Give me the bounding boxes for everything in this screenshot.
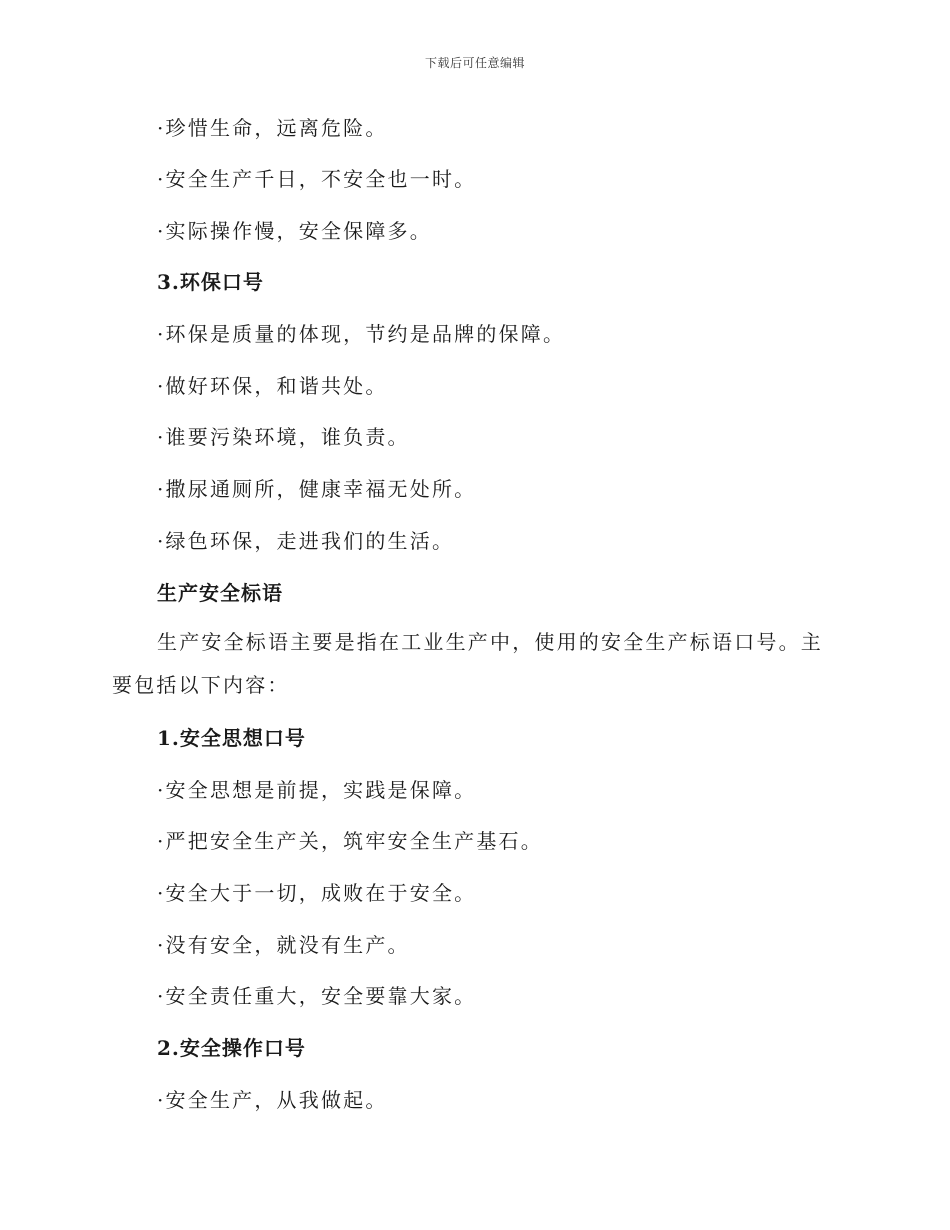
list-item: ·安全生产千日，不安全也一时。 — [157, 167, 477, 191]
section-heading-thought: 1.安全思想口号 — [157, 726, 306, 750]
section-heading-operation: 2.安全操作口号 — [157, 1036, 306, 1060]
list-item: ·安全大于一切，成败在于安全。 — [157, 881, 477, 905]
list-item: ·没有安全，就没有生产。 — [157, 933, 410, 957]
list-item: ·珍惜生命，远离危险。 — [157, 116, 388, 140]
list-item: ·安全思想是前提，实践是保障。 — [157, 778, 477, 802]
section-heading-environment: 3.环保口号 — [157, 270, 264, 294]
page-header: 下载后可任意编辑 — [424, 56, 525, 70]
list-item: ·撒尿通厕所，健康幸福无处所。 — [157, 477, 477, 501]
list-item: ·做好环保，和谐共处。 — [157, 374, 388, 398]
intro-paragraph: 生产安全标语主要是指在工业生产中，使用的安全生产标语口号。主要包括以下内容： — [112, 630, 823, 697]
list-item: ·环保是质量的体现，节约是品牌的保障。 — [157, 322, 566, 346]
list-item: ·安全责任重大，安全要靠大家。 — [157, 984, 477, 1008]
list-item: ·安全生产，从我做起。 — [157, 1088, 388, 1112]
list-item: ·绿色环保，走进我们的生活。 — [157, 529, 455, 553]
section-title: 生产安全标语 — [157, 581, 283, 605]
list-item: ·谁要污染环境，谁负责。 — [157, 425, 410, 449]
list-item: ·严把安全生产关，筑牢安全生产基石。 — [157, 829, 543, 853]
list-item: ·实际操作慢，安全保障多。 — [157, 219, 432, 243]
